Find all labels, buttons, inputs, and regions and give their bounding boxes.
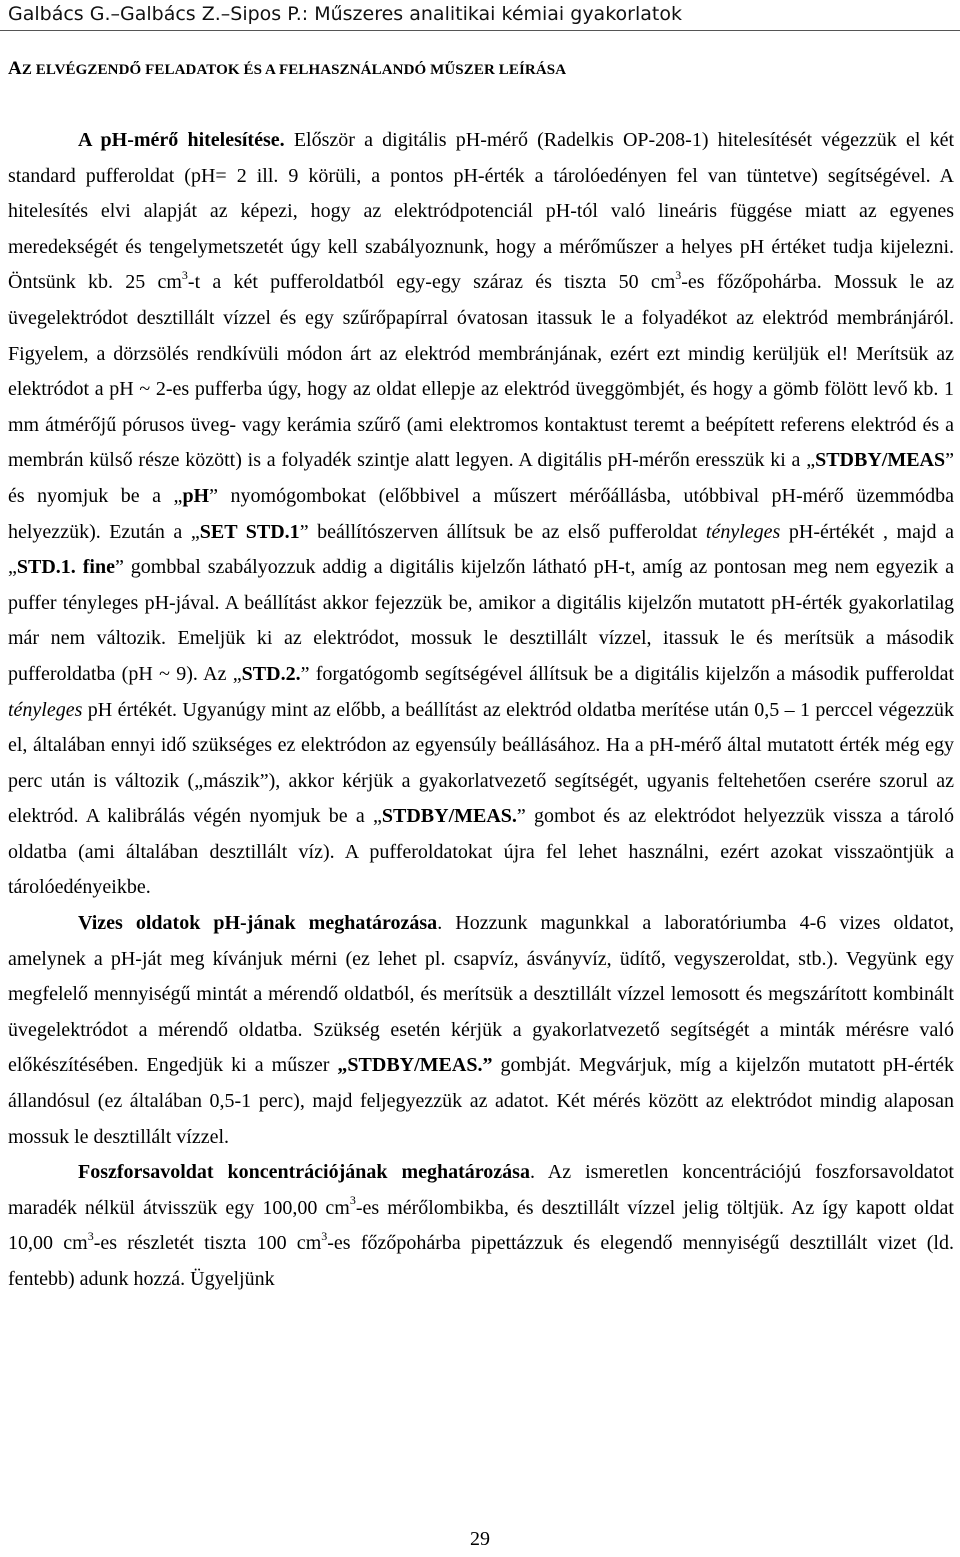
text-run: -es mérőlombikba, és desztillált vízzel jelig töltjük. Az így kapott oldat 10,00 cm [8,1196,954,1255]
paragraph-ph-calibration [8,123,954,906]
paragraph-heading: A pH-mérő hitelesítése. [78,129,285,151]
superscript: 3 [321,1228,328,1243]
text-run: ” és nyomjuk be a „ [8,449,954,507]
bold-term: „STDBY/MEAS.” [337,1054,493,1077]
text-run: pH-értékét , majd a „ [8,520,955,579]
paragraph-phosphoric-acid [8,1155,954,1297]
page-number: 29 [470,1528,490,1550]
paragraph-heading: Vizes oldatok pH-jának meghatározása [78,912,438,935]
italic-term: tényleges [705,520,781,543]
text-run: -es részletét tiszta 100 cm [93,1232,322,1255]
text-run: ” gombot és az elektródot helyezzük vissza a tároló oldatba (ami általában desztillált víz). A pufferoldatokat újra fel lehet használni, ezért azokat visszaöntjük a tárolóedényeikbe. [8,805,954,899]
text-run: pH értékét. Ugyanúgy mint az előbb, a beállítást az elektród oldatba merítése után 0,5 – 1 perccel végezzük el, általában ennyi idő szükséges ez elektródon az egyensúly beállásához. Ha a pH-mérő által mutatott érték még egy perc után is változik („mászik”), akkor kérjük a gyakorlatvezető segítségét, ugyanis feltehetően cserére szorul az elektród. A kalibrálás végén nyomjuk be a „ [8,698,954,828]
text-run: . Hozzunk magunkkal a laboratóriumba 4-6 vizes oldatot, amelynek a pH-ját meg kívánjuk mérni (ez lehet pl. csapvíz, ásványvíz, üdítő, vegyszeroldat, stb.). Vegyünk egy megfelelő mennyiségű mintát a mérendő oldatból, és merítsük a desztillált vízzel lemosott és megszárított kombinált üvegelektródot a mérendő oldatba. Szükség esetén kérjük a gyakorlatvezető segítségét a minták mérésre való előkészítésében. Engedjük ki a műszer [8,912,955,1077]
bold-term: STDBY/MEAS [815,449,946,472]
text-run: . Az ismeretlen koncentrációjú foszforsavoldatot maradék nélkül átvisszük egy 100,00 cm [8,1161,954,1219]
text-run: Először a digitális pH-mérő (Radelkis OP-208-1) hitelesítését végezzük el két standard pufferoldat (pH= 2 ill. 9 körüli, a pontos pH-érték a tárolóedényen fel van tüntetve) segítségével. A hitelesítés elvi alapját az képezi, hogy az elektródpotenciál pH-tól való lineáris függése miatt az egyenes meredekségét és tengelymetszetét úgy kell szabályoznunk, hogy a mérőműszer a helyes pH értéket tudja kijelezni. Öntsünk kb. 25 cm [8,129,954,294]
section-title-rest: Z ELVÉGZENDŐ FELADATOK ÉS A FELHASZNÁLANDÓ MŰSZER LEÍRÁSA [21,62,567,78]
section-title [8,58,566,80]
italic-term: tényleges [8,698,83,721]
paragraph-heading: Foszforsavoldat koncentrációjának meghatározása [78,1161,530,1184]
bold-term: pH [182,484,210,507]
body-text [8,123,954,1298]
bold-term: STDBY/MEAS. [381,805,517,828]
text-run: -es főzőpohárba pipettázzuk és elegendő mennyiségű desztillált vizet (ld. fentebb) adunk hozzá. Ügyeljünk [8,1232,954,1290]
text-run: -t a két pufferoldatból egy-egy száraz és tiszta 50 cm [187,271,676,294]
text-run: ” gombbal szabályozzuk addig a digitális kijelzőn látható pH-t, amíg az pontosan meg nem egyezik a puffer tényleges pH-jával. A beállítást akkor fejezzük be, amikor a digitális kijelzőn mutatott pH-érték gyakorlatilag már nem változik. Emeljük ki az elektródot, mossuk le desztillált vízzel, itassuk le és merítsük a második pufferoldatba (pH ~ 9). Az „ [8,556,954,685]
superscript: 3 [87,1228,94,1243]
running-header: Galbács G.–Galbács Z.–Sipos P.: Műszeres analitikai kémiai gyakorlatok [8,3,682,25]
header-divider [0,30,960,31]
text-run: -es főzőpohárba. Mossuk le az üvegelektródot desztillált vízzel és egy szűrőpapírral óvatosan itassuk le a folyadékot az elektród membránjáról. Figyelem, a dörzsölés rendkívüli módon árt az elektród membránjának, ezért ezt mindig kerüljük el! Merítsük az elektródot a pH ~ 2-es pufferba úgy, hogy az oldat ellepje az elektród üveggömbjét, és hogy a gömb fölött levő kb. 1 mm átmérőjű pórusos üveg- vagy kerámia szűrő (ami elektromos kontaktust teremt a beépített referens elektród és a membrán külső része között) is a folyadék szintje alatt legyen. A digitális pH-mérőn eresszük ki a „ [8,271,954,472]
paragraph-aqueous-ph [8,906,954,1155]
superscript: 3 [675,267,682,282]
bold-term: SET STD.1 [199,520,300,543]
text-run: ” forgatógomb segítségével állítsuk be a digitális kijelzőn a második pufferoldat [300,662,954,685]
section-title-initial: A [8,58,22,79]
bold-term: STD.1. fine [16,556,115,579]
superscript: 3 [181,267,188,282]
bold-term: STD.2. [241,662,301,685]
text-run: ” beállítószerven állítsuk be az első pufferoldat [299,520,706,543]
superscript: 3 [349,1193,356,1208]
text-run: ” nyomógombokat (előbbivel a műszert mérőállásba, utóbbival pH-mérő üzemmódba helyezzük). Ezután a „ [8,484,954,543]
text-run: gombját. Megvárjuk, míg a kijelzőn mutatott pH-érték állandósul (ez általában 0,5-1 perc), majd feljegyezzük az adatot. Két mérés között az elektródot mindig alaposan mossuk le desztillált vízzel. [8,1054,955,1148]
